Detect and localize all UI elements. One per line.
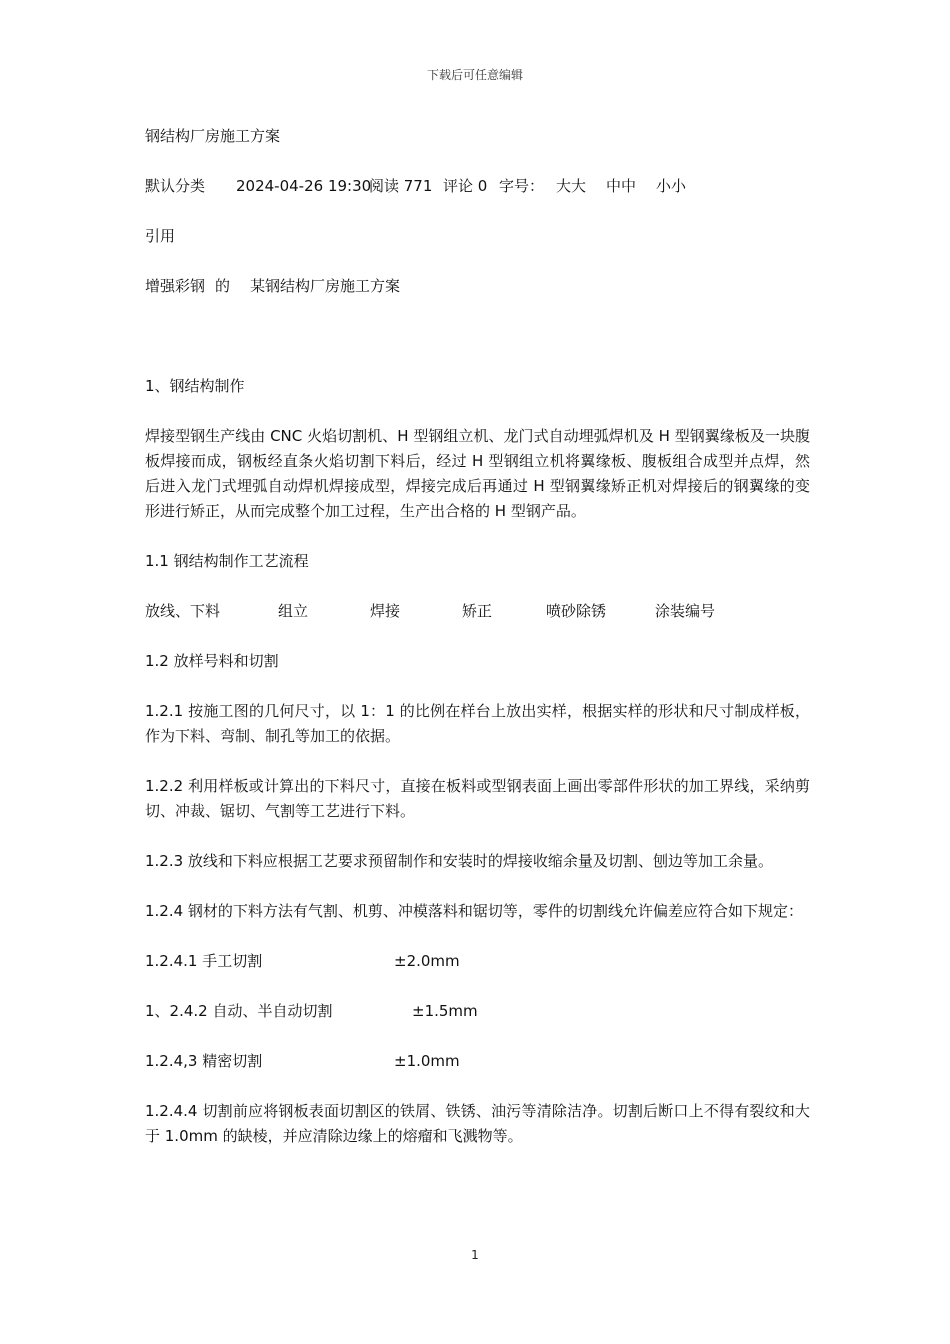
flow-step: 组立 (278, 602, 309, 620)
flow-step: 放线、下料 (145, 602, 221, 620)
tolerance-row (145, 949, 810, 974)
reference-connector: 的 (215, 277, 231, 295)
tolerance-value: ±1.0mm (394, 1052, 460, 1070)
reference-user-link[interactable]: 增强彩钢 (145, 277, 206, 295)
meta-datetime: 2024-04-26 19:30 (236, 177, 372, 195)
blank-spacer (145, 324, 810, 374)
font-size-large-link[interactable]: 大大 (556, 177, 587, 195)
quote-label: 引用 (145, 227, 176, 245)
section-heading: 1.1 钢结构制作工艺流程 (145, 552, 309, 570)
tolerance-label: 1.2.4,3 精密切割 (145, 1052, 263, 1070)
tolerance-label: 1、2.4.2 自动、半自动切割 (145, 1002, 333, 1020)
section-heading: 1、钢结构制作 (145, 377, 245, 395)
reference-article-link[interactable]: 某钢结构厂房施工方案 (250, 277, 401, 295)
tolerance-value: ±1.5mm (412, 1002, 478, 1020)
font-size-small-link[interactable]: 小小 (656, 177, 687, 195)
paragraph: 1.2.3 放线和下料应根据工艺要求预留制作和安装时的焊接收缩余量及切割、刨边等加工余量。 (145, 852, 773, 870)
reference-row (145, 274, 810, 299)
document-title: 钢结构厂房施工方案 (145, 127, 281, 145)
meta-category[interactable]: 默认分类 (145, 177, 206, 195)
tolerance-row (145, 1049, 810, 1074)
paragraph: 1.2.2 利用样板或计算出的下料尺寸，直接在板料或型钢表面上画出零部件形状的加工界线，采纳剪切、冲裁、锯切、气割等工艺进行下料。 (145, 777, 810, 820)
tolerance-value: ±2.0mm (394, 952, 460, 970)
flow-step: 喷砂除锈 (546, 602, 607, 620)
flow-step: 涂装编号 (655, 602, 716, 620)
paragraph: 1.2.4.4 切割前应将钢板表面切割区的铁屑、铁锈、油污等清除洁净。切割后断口上不得有裂纹和大于 1.0mm 的缺棱，并应清除边缘上的熔瘤和飞溅物等。 (145, 1102, 810, 1145)
process-flow (145, 599, 810, 624)
tolerance-label: 1.2.4.1 手工切割 (145, 952, 263, 970)
meta-font-size-label: 字号： (499, 177, 545, 195)
page-header: 下载后可任意编辑 (426, 68, 523, 82)
document-body (145, 124, 810, 1174)
tolerance-row (145, 999, 810, 1024)
paragraph: 焊接型钢生产线由 CNC 火焰切割机、H 型钢组立机、龙门式自动埋弧焊机及 H 型钢翼缘板及一块腹板焊接而成，钢板经直条火焰切割下料后，经过 H 型钢组立机将翼缘板、腹板组合成型并点焊，然后进入龙门式埋弧自动焊机焊接成型，焊接完成后再通过 H 型钢翼缘矫正机对焊接后的钢翼缘的变形进行矫正，从而完成整个加工过程，生产出合格的 H 型钢产品。 (145, 427, 810, 520)
paragraph: 1.2.4 钢材的下料方法有气割、机剪、冲模落料和锯切等，零件的切割线允许偏差应符合如下规定： (145, 902, 803, 920)
meta-reads: 阅读 771 (369, 177, 433, 195)
font-size-medium-link[interactable]: 中中 (606, 177, 637, 195)
flow-step: 矫正 (462, 602, 493, 620)
meta-comments[interactable]: 评论 0 (443, 177, 488, 195)
flow-step: 焊接 (370, 602, 401, 620)
page-number: 1 (471, 1248, 479, 1262)
paragraph: 1.2.1 按施工图的几何尺寸，以 1：1 的比例在样台上放出实样，根据实样的形状和尺寸制成样板，作为下料、弯制、制孔等加工的依据。 (145, 702, 810, 745)
meta-row (145, 174, 810, 199)
section-heading: 1.2 放样号料和切割 (145, 652, 279, 670)
